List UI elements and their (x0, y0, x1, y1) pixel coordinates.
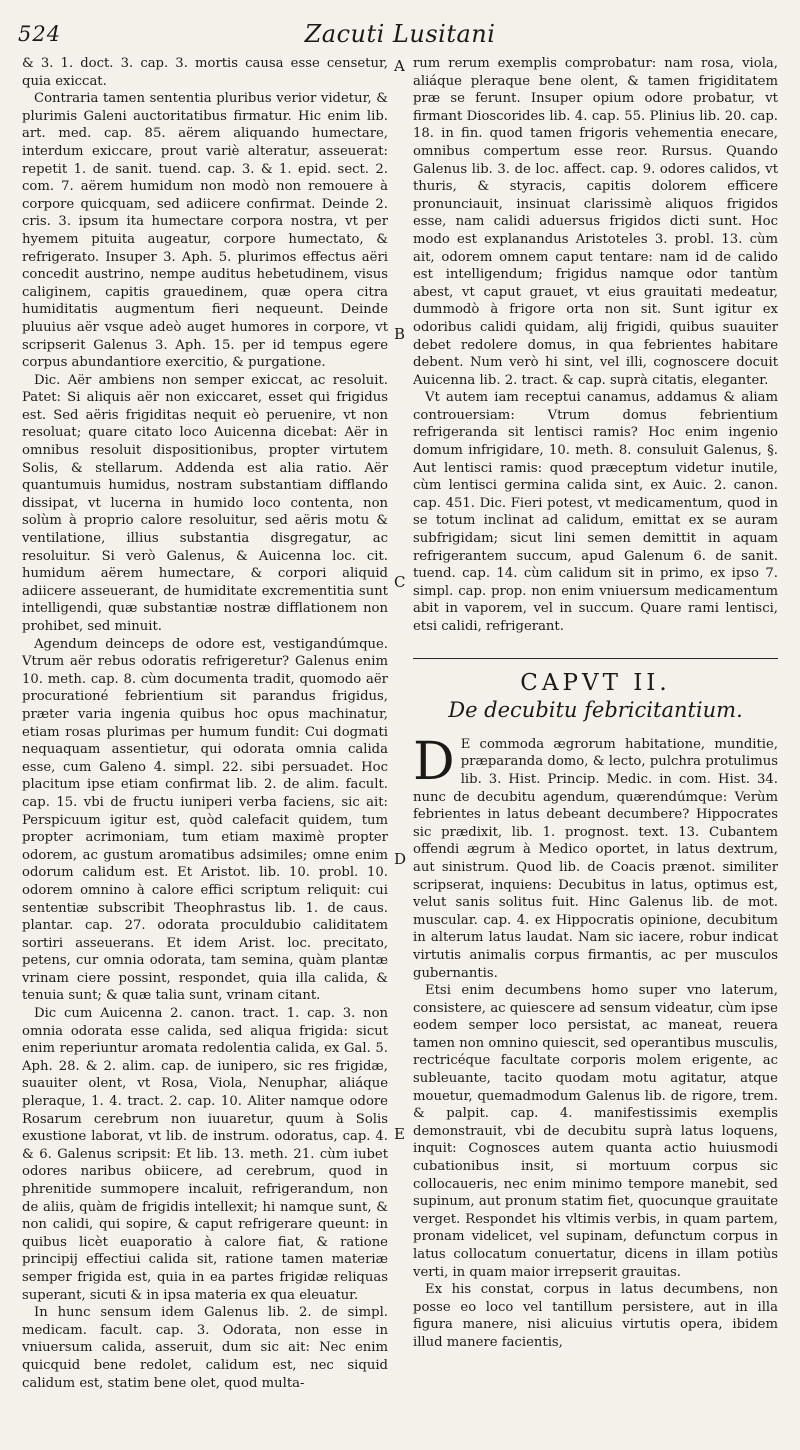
left-column (22, 55, 388, 1440)
paragraph (413, 731, 778, 982)
paragraph: Agendum deinceps de odore est, vestigandúmque. Vtrum aër rebus odoratis refrigeretur? Galenus enim 10. meth. cap. 8. cùm documenta tradit, quomodo aër procurationé febrientium sit parandus frigidus, præter varia ingenia quibus hoc opus machinatur, etiam rosas plurimas per humum fundit: Cui dogmati nequaquam assentietur, qui odorata omnia calida esse, cum Galeno 4. simpl. 22. sibi persuadet. Hoc placitum ipse etiam confirmat lib. 2. de alim. facult. cap. 15. vbi de fructu iuniperi verba faciens, sic ait: Perspicuum igitur est, quòd calefacit quidem, tum propter acrimoniam, tum etiam maximè propter odorem, ac gustum aromatibus adsimiles; omne enim odorum calidum est. Et Aristot. lib. 10. probl. 10. odorem omnino à calore effici scriptum reliquit: cui sententiæ subscribit Theophrastus lib. 1. de caus. plantar. cap. 27. odorata proculdubio caliditatem sortiri asseuerans. Et idem Arist. loc. precitato, petens, cur omnia odorata, tam semina, quàm plantæ vrinam ciere possint, respondet, quia illa calida, & tenuia sunt; & quæ talia sunt, vrinam citant. (22, 636, 388, 1004)
page-number: 524 (18, 22, 62, 46)
paragraph: Etsi enim decumbens homo super vno laterum, consistere, ac quiescere ad sensum videatur, cùm ipse eodem semper loco persistat, ac maneat, reuera tamen non omnino quiescit, sed operantibus musculis, rectricéque facultate corporis molem erigente, ac subleuante, tacito quodam motu agitatur, atque mouetur, quemadmodum Galenus lib. de rigore, trem. & palpit. cap. 4. manifestissimis exemplis demonstrauit, vbi de decubitu suprà latus loquens, inquit: Cognosces autem quanta actio huiusmodi cubationibus insit, si mortuum corpus sic collocaueris, nec enim minimo tempore manebit, sed supinum, aut pronum statim fiet, quocunque grauitate verget. Respondet his vltimis verbis, in quam partem, pronam videlicet, vel supinam, defunctum corpus in latus collocatum conuertatur, dicens in illam potiùs verti, in quam maior irrepserit grauitas. (413, 983, 778, 1280)
margin-letter: B (394, 325, 406, 343)
paragraph: rum rerum exemplis comprobatur: nam rosa, viola, aliáque pleraque bene olent, & tamen frigiditatem præ se ferunt. Insuper opium odore probatur, vt firmant Dioscorides lib. 4. cap. 55. Plinius lib. 20. cap. 18. in fin. quod tamen frigoris vehementia enecare, omnibus compertum esse reor. Rursus. Quando Galenus lib. 3. de loc. affect. cap. 9. odores calidos, vt thuris, & styracis, capitis dolorem efficere pronunciauit, insinuat clarissimè aliquos frigidos esse, nam calidi aduersus frigidos dicti sunt. Hoc modo est explanandus Aristoteles 3. probl. 13. cùm ait, odorem omnem caput tentare: nam id de calido est intelligendum; frigidus namque odor tantùm abest, vt caput grauet, vt eius grauitati medeatur, dummodò à frigore orta non sit. Sunt igitur ex odoribus calidi quidam, alij frigidi, quibus suauiter debet redolere domus, in qua febrientes habitare debent. Num verò hi sint, vel illi, cognoscere docuit Auicenna lib. 2. tract. & cap. suprà citatis, eleganter. (413, 56, 778, 388)
chapter-heading: CAPVT II. (520, 669, 671, 696)
running-head: Zacuti Lusitani (304, 20, 496, 48)
drop-cap: D (413, 731, 455, 792)
chapter-subtitle: De decubitu febricitantium. (448, 698, 743, 723)
paragraph: Dic. Aër ambiens non semper exiccat, ac resoluit. Patet: Si aliquis aër non exiccaret, esset qui frigidus est. Sed aëris frigiditas nequit eò peruenire, vt non resoluat; quare citato loco Auicenna dicebat: Aër in omnibus resoluit dispositionibus, propter virtutem Solis, & stellarum. Addenda est alia ratio. Aër quantumuis humidus, nostram substantiam difflando dissipat, vt lucerna in humido loco contenta, non solùm à proprio calore resoluitur, sed aëris motu & ventilatione, illius substantia disgregatur, ac resoluitur. Si verò Galenus, & Auicenna loc. cit. humidum aërem humectare, & corpori aliquid adiicere asseuerant, de humiditate excrementitia sunt intelligendi, quæ substantiæ nostræ difflationem non prohibet, sed minuit. (22, 372, 388, 634)
paragraph: Contraria tamen sententia pluribus verior videtur, & plurimis Galeni auctoritatibus firmatur. Hic enim lib. art. med. cap. 85. aërem aliquando humectare, interdum exiccare, prout variè alteratur, asseuerat: repetit 1. de sanit. tuend. cap. 3. & 1. epid. sect. 2. com. 7. aërem humidum non modò non remouere à corpore quicquam, sed adiicere confirmat. Deinde 2. cris. 3. ipsum ita humectare corpora nostra, vt per hyemem pituita augeatur, corpore humectato, & refrigerato. Insuper 3. Aph. 5. plurimos effectus aëri concedit austrino, nempe auditus hebetudinem, visus caliginem, capitis grauedinem, quæ opera citra humiditatis augmentum fieri nequeunt. Deinde pluuius aër vsque adeò auget humores in corpore, vt scripserit Galenus 3. Aph. 15. per id tempus egere corpus abundantiore exercitio, & purgatione. (22, 91, 388, 371)
right-column (413, 55, 778, 1445)
paragraph-text: E commoda ægrorum habitatione, munditie, præparanda domo, & lecto, pulchra protulimus lib. 3. Hist. Princip. Medic. in com. Hist. 34. nunc de decubitu agendum, quærendúmque: Verùm febrientes in latus debeant decumbere? Hippocrates sic prædixit, lib. 1. prognost. text. 13. Cubantem offendi ægrum à Medico oportet, in latus dextrum, aut sinistrum. Quod lib. de Coacis prænot. similiter scripserat, inquiens: Decubitus in latus, optimus est, velut sanis solitus fuit. Hinc Galenus lib. de mot. muscular. cap. 4. ex Hippocratis opinione, decubitum in alterum latus laudat. Nam sic iacere, robur indicat virtutis animalis corpus firmantis, ac per musculos gubernantis. (413, 736, 778, 981)
paragraph: In hunc sensum idem Galenus lib. 2. de simpl. medicam. facult. cap. 3. Odorata, non esse in vniuersum calida, asseruit, dum sic ait: Nec enim quicquid bene redolet, calidum est, nec siquid calidum est, statim bene olet, quod multa- (22, 1305, 388, 1391)
margin-letter: E (394, 1125, 405, 1143)
paragraph: Ex his constat, corpus in latus decumbens, non posse eo loco vel tantillum persistere, aut in illa figura manere, nisi alicuius virtutis opera, ibidem illud manere facientis, (413, 1282, 778, 1350)
margin-letter: D (394, 850, 407, 868)
margin-letter: C (394, 573, 406, 591)
paragraph: & 3. 1. doct. 3. cap. 3. mortis causa esse censetur, quia exiccat. (22, 56, 388, 89)
margin-letter: A (394, 57, 405, 75)
section-divider (413, 658, 778, 659)
paragraph: Vt autem iam receptui canamus, addamus & aliam controuersiam: Vtrum domus febrientium refrigeranda sit lentisci ramis? Hoc enim ingenio domum infrigidare, 10. meth. 8. consuluit Galenus, §. Aut lentisci ramis: quod præceptum videtur inutile, cùm lentisci germina calida sint, ex Auic. 2. canon. cap. 451. Dic. Fieri potest, vt medicamentum, quod in se totum inclinat ad calidum, emittat ex se auram subfrigidam; sicut lini semen demittit in aquam refrigerantem succum, apud Galenum 6. de sanit. tuend. cap. 14. cùm calidum sit in primo, ex ipso 7. simpl. cap. prop. non enim vniuersum medicamentum abit in vaporem, vel in succum. Quare rami lentisci, etsi calidi, refrigerant. (413, 390, 778, 634)
margin-letter-column (392, 55, 410, 1435)
paragraph: Dic cum Auicenna 2. canon. tract. 1. cap. 3. non omnia odorata esse calida, sed aliqua frigida: sicut enim reperiuntur aromata redolentia calida, ex Gal. 5. Aph. 28. & 2. alim. cap. de iunipero, sic res frigidæ, suauiter olent, vt Rosa, Viola, Nenuphar, aliáque pleraque, 1. 4. tract. 2. cap. 10. Aliter namque odore Rosarum cerebrum non iuuaretur, quum à Solis exustione laborat, vt lib. de instrum. odoratus, cap. 4. & 6. Galenus scripsit: Et lib. 13. meth. 21. cùm iubet odores naribus obiicere, ad cerebrum, quod in phrenitide summopere incaluit, refrigerandum, non de aliis, quàm de frigidis intellexit; hi namque sunt, & non calidi, qui sopire, & caput refrigerare queunt: in quibus licèt euaporatio à calore fiat, & ratione principij effectiui calida sit, ratione tamen materiæ semper frigida est, quia in ea partes frigidæ reliquas superant, sicuti & in ipsa materia ex qua eleuatur. (22, 1006, 388, 1303)
